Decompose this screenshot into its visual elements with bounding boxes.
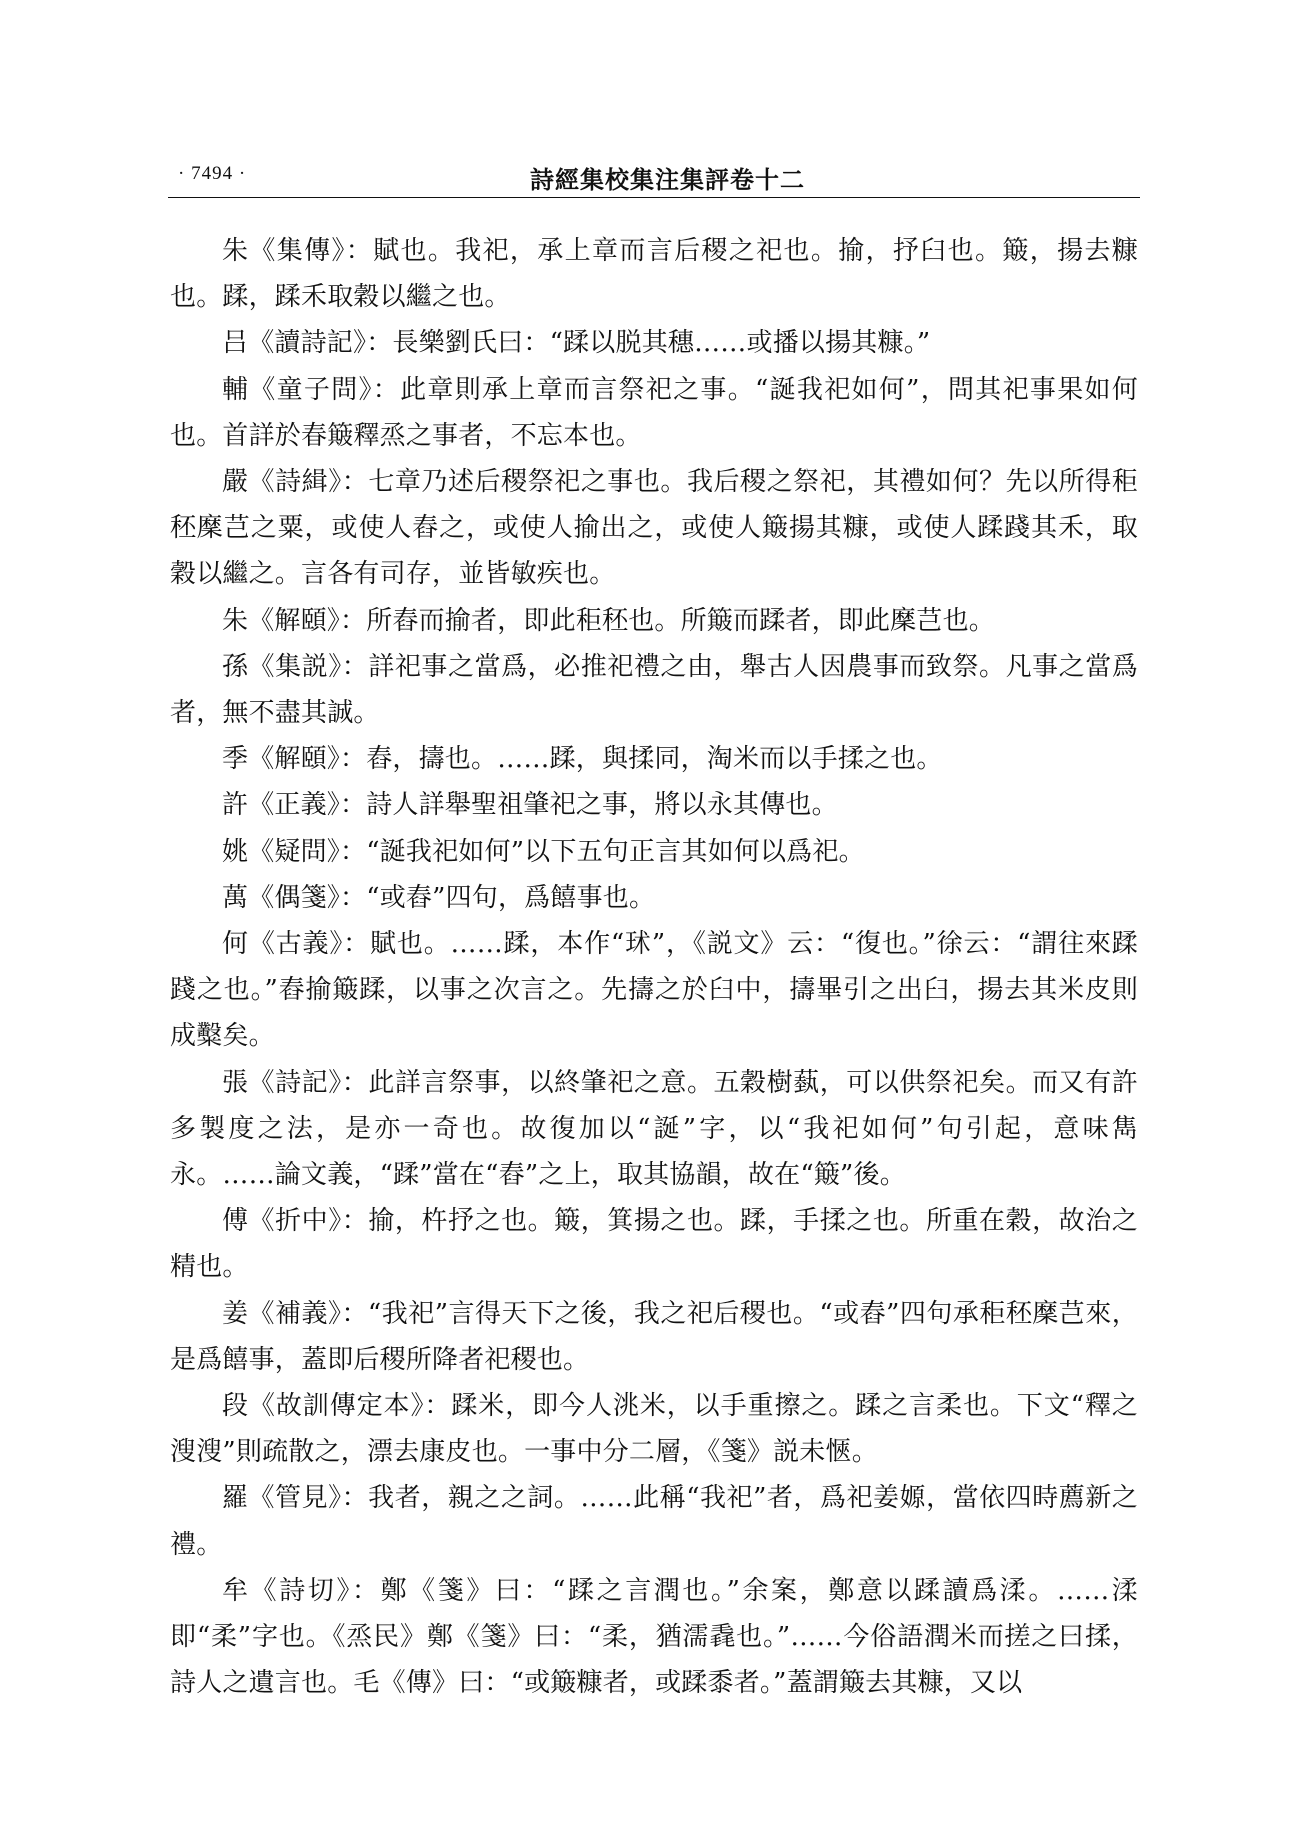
commentary-body [170, 228, 1138, 1707]
paragraph: 季《解頤》：舂，擣也。……蹂，與揉同，淘米而以手揉之也。 [222, 744, 943, 775]
paragraph: 牟《詩切》：鄭《箋》曰：“蹂之言潤也。”余案，鄭意以蹂讀爲渘。……渘即“柔”字也。《烝民》鄭《箋》曰：“柔，猶濡毳也。”……今俗語潤米而搓之曰揉，詩人之遺言也。毛《傳》曰：“或簸糠者，或蹂黍者。”蓋謂簸去其糠，又以 [170, 1575, 1138, 1699]
paragraph: 段《故訓傳定本》：蹂米，即今人洮米，以手重擦之。蹂之言柔也。下文“釋之溲溲”則疏散之，漂去康皮也。一事中分二層，《箋》説未愜。 [170, 1391, 1138, 1468]
paragraph: 萬《偶箋》：“或舂”四句，爲饎事也。 [222, 882, 656, 913]
header-rule [168, 197, 1140, 198]
paragraph: 姚《疑問》：“誕我祀如何”以下五句正言其如何以爲祀。 [222, 836, 865, 867]
paragraph: 傅《折中》：揄，杵抒之也。簸，箕揚之也。蹂，手揉之也。所重在穀，故治之精也。 [170, 1206, 1138, 1283]
paragraph: 姜《補義》：“我祀”言得天下之後，我之祀后稷也。“或舂”四句承秬秠穈芑來，是爲饎事，蓋即后稷所降者祀稷也。 [170, 1298, 1138, 1375]
paragraph: 朱《解頤》：所舂而揄者，即此秬秠也。所簸而蹂者，即此穈芑也。 [222, 605, 996, 636]
paragraph: 孫《集説》：詳祀事之當爲，必推祀禮之由，舉古人因農事而致祭。凡事之當爲者，無不盡其誠。 [170, 651, 1138, 729]
paragraph: 吕《讀詩記》：長樂劉氏曰：“蹂以脱其穗……或播以揚其糠。” [222, 328, 931, 359]
paragraph: 許《正義》：詩人詳舉聖祖肇祀之事，將以永其傳也。 [222, 790, 838, 821]
page-number: · 7494 · [178, 163, 247, 184]
paragraph: 輔《童子問》：此章則承上章而言祭祀之事。“誕我祀如何”，問其祀事果如何也。首詳於春簸釋烝之事者，不忘本也。 [170, 374, 1138, 451]
paragraph: 何《古義》：賦也。……蹂，本作“㺷”，《説文》云：“復也。”徐云：“謂往來蹂踐之也。”舂揄簸蹂，以事之次言之。先擣之於臼中，擣畢引之出臼，揚去其米皮則成糳矣。 [170, 929, 1138, 1052]
paragraph: 張《詩記》：此詳言祭事，以終肇祀之意。五穀樹蓺，可以供祭祀矣。而又有許多製度之法，是亦一奇也。故復加以“誕”字，以“我祀如何”句引起，意味雋永。……論文義，“蹂”當在“舂”之上，取其協韻，故在“簸”後。 [170, 1067, 1138, 1191]
running-title: 詩經集校集注集評卷十二 [530, 165, 805, 194]
paragraph: 羅《管見》：我者，親之之詞。……此稱“我祀”者，爲祀姜嫄，當依四時薦新之禮。 [170, 1483, 1138, 1560]
paragraph: 嚴《詩緝》：七章乃述后稷祭祀之事也。我后稷之祭祀，其禮如何？先以所得秬秠穈芑之粟，或使人舂之，或使人揄出之，或使人簸揚其糠，或使人蹂踐其禾，取穀以繼之。言各有司存，並皆敏疾也。 [170, 467, 1138, 590]
paragraph: 朱《集傳》：賦也。我祀，承上章而言后稷之祀也。揄，抒臼也。簸，揚去糠也。蹂，蹂禾取穀以繼之也。 [170, 236, 1138, 313]
